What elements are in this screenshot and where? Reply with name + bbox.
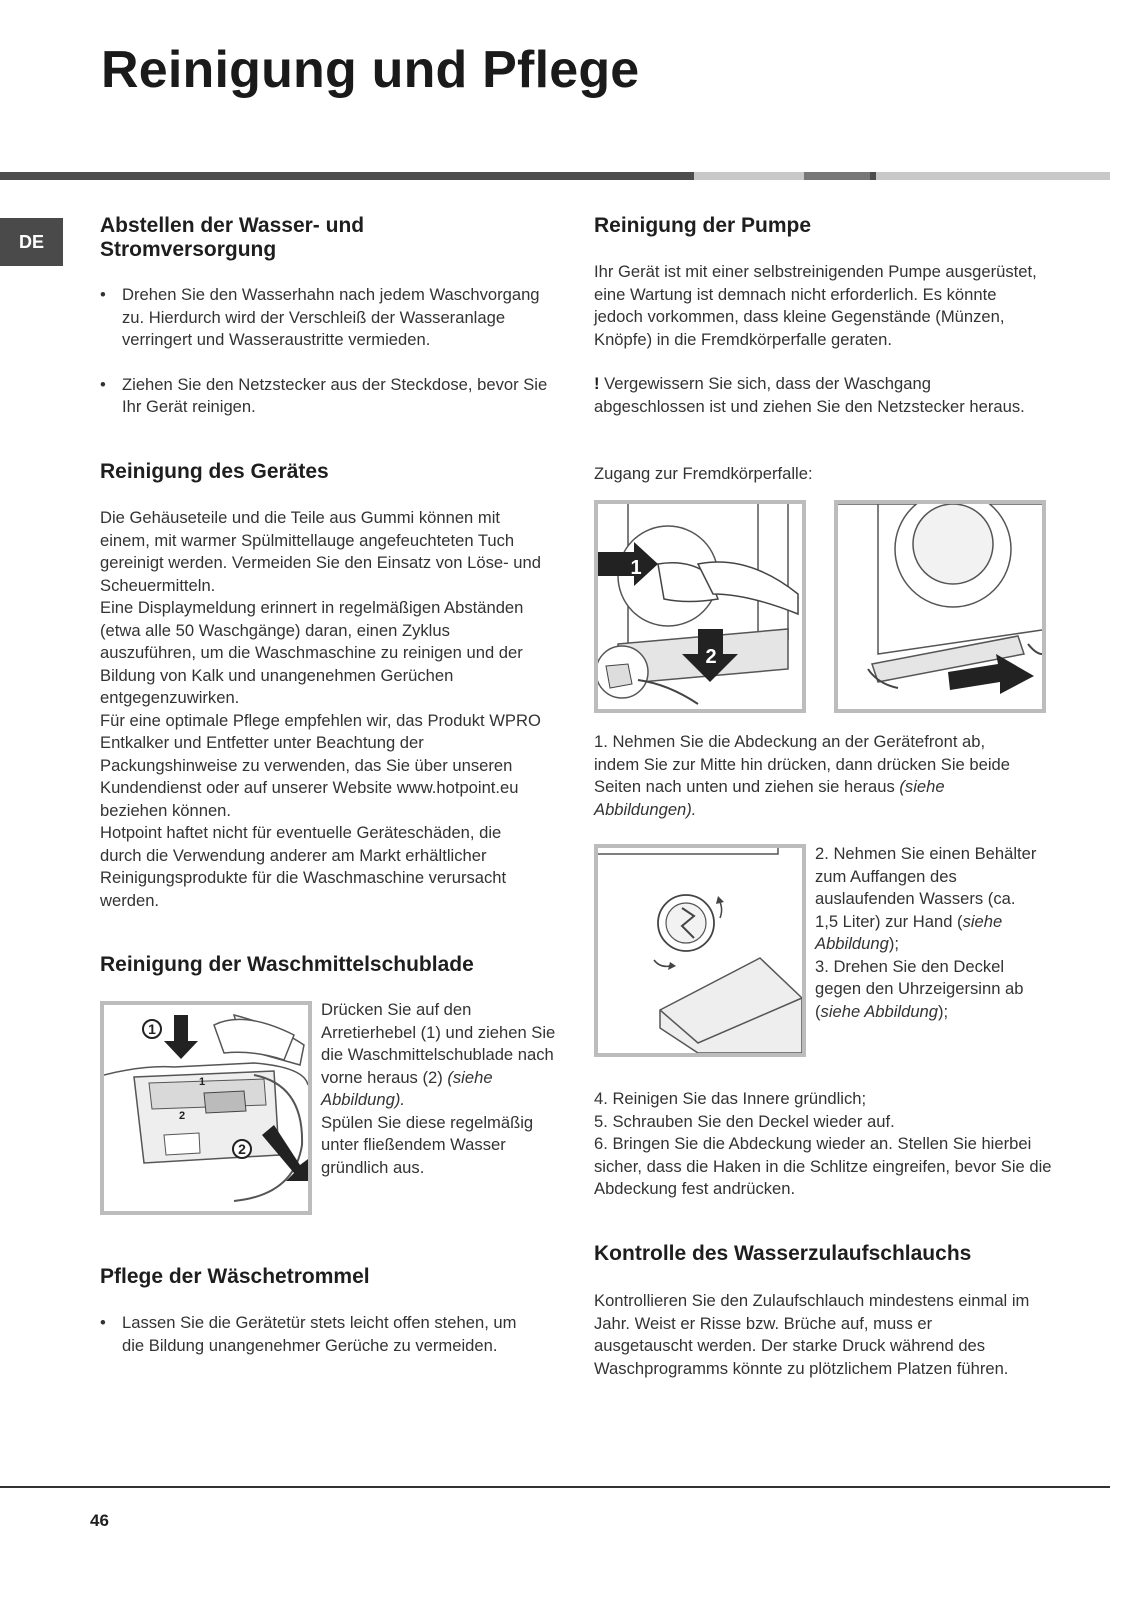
footer-rule bbox=[0, 1486, 1110, 1488]
pump-cover-illustration-1 bbox=[598, 504, 802, 709]
drawer-figure bbox=[100, 1001, 312, 1215]
fig-label-2: 2 bbox=[705, 646, 717, 668]
list-item: • Ziehen Sie den Netzstecker aus der Steckdose, bevor Sie Ihr Gerät reinigen. bbox=[100, 374, 558, 419]
fig-label-1: 1 bbox=[630, 557, 642, 579]
section-title-device-cleaning: Reinigung des Gerätes bbox=[100, 460, 329, 483]
drawer-text bbox=[321, 999, 557, 1179]
page-number: 46 bbox=[90, 1511, 109, 1530]
pump-step-2-em: siehe Abbildung bbox=[815, 911, 1003, 953]
pump-step-5: 5. Schrauben Sie den Deckel wieder auf. bbox=[594, 1111, 895, 1131]
pump-lid-figure bbox=[594, 844, 806, 1057]
hose-check-text: Kontrollieren Sie den Zulaufschlauch mindestens einmal im Jahr. Weist er Risse bzw. Brüche auf, muss er ausgetauscht werden. Der starke Druck während des Waschprogramms könnte zu plötzlichem Platzen führen. bbox=[594, 1291, 1030, 1378]
device-cleaning-text: Die Gehäuseteile und die Teile aus Gummi können mit einem, mit warmer Spülmittellauge angefeuchteten Tuch gereinigt werden. Vermeiden Sie den Einsatz von Löse- und Scheuermitteln. Eine Displaymeldung erinnert in regelmäßigen Abständen (etwa alle 50 Waschgänge) daran, einen Zyklus auszuführen, um die Waschmaschine zu reinigen und der Bildung von Kalk und unangenehmen Gerüchen entgegenzuwirken. Für eine optimale Pflege empfehlen wir, das Produkt WPRO Entkalker und Entfetter unter Beachtung der Packungshinweise zu verwenden, das Sie über unseren Kundendienst oder auf unserer Website www.hotpoint.eu beziehen können. Hotpoint haftet nicht für eventuelle Geräteschäden, die durch die Verwendung anderer am Markt erhältlicher Reinigungsprodukte für die Waschmaschine verursacht werden. bbox=[100, 508, 541, 910]
section-title-water-power: Abstellen der Wasser- und Stromversorgung bbox=[100, 214, 365, 261]
drawer-text-b: Spülen Sie diese regelmäßig unter fließendem Wasser gründlich aus. bbox=[321, 1112, 534, 1177]
pump-step-3-end: ); bbox=[938, 1001, 949, 1021]
warning-text: Vergewissern Sie sich, dass der Waschgang abgeschlossen ist und ziehen Sie den Netzstecker heraus. bbox=[594, 374, 1025, 416]
language-tab: DE bbox=[0, 218, 63, 266]
section-title-pump-cleaning: Reinigung der Pumpe bbox=[594, 214, 812, 237]
pump-steps-4-6 bbox=[594, 1088, 1056, 1201]
header-color-bar bbox=[0, 172, 1132, 180]
bullet-list-drum-care bbox=[100, 1312, 540, 1357]
drawer-illustration bbox=[104, 1005, 308, 1211]
section-title-detergent-drawer: Reinigung der Waschmittelschublade bbox=[100, 953, 474, 976]
pump-steps-2-3 bbox=[815, 843, 1043, 1023]
pump-step-1-text: 1. Nehmen Sie die Abdeckung an der Gerätefront ab, indem Sie zur Mitte hin drücken, dann drücken Sie beide Seiten nach unten und ziehen sie heraus bbox=[594, 732, 1011, 796]
pump-step-3-em: siehe Abbildung bbox=[820, 1001, 939, 1021]
drawer-text-a-em: (siehe Abbildung). bbox=[321, 1067, 493, 1109]
pump-step-1-em: (siehe Abbildungen). bbox=[594, 777, 945, 819]
section-title-hose-check: Kontrolle des Wasserzulaufschlauchs bbox=[594, 1242, 972, 1265]
fig-label-1: 1 bbox=[148, 1021, 156, 1037]
pump-cover-figure-2 bbox=[834, 500, 1046, 713]
warning-mark: ! bbox=[594, 374, 600, 393]
pump-step-4: 4. Reinigen Sie das Innere gründlich; bbox=[594, 1089, 867, 1108]
pump-step-2-text: 2. Nehmen Sie einen Behälter zum Auffangen des auslaufenden Wassers (ca. 1,5 Liter) zur Hand ( bbox=[815, 844, 1037, 931]
pump-step-1 bbox=[594, 731, 1014, 821]
fig-label-1-small: 1 bbox=[198, 1076, 206, 1088]
pump-warning-text bbox=[594, 373, 1044, 418]
pump-cover-illustration-2 bbox=[838, 504, 1042, 709]
pump-step-2-end: ); bbox=[888, 934, 899, 953]
list-item: • Drehen Sie den Wasserhahn nach jedem Waschvorgang zu. Hierdurch wird der Verschleiß der Wasseranlage verringert und Wasseraustritte vermieden. bbox=[100, 284, 558, 352]
pump-step-3-text: 3. Drehen Sie den Deckel gegen den Uhrzeigersinn ab ( bbox=[815, 956, 1024, 1021]
pump-intro-text: Ihr Gerät ist mit einer selbstreinigenden Pumpe ausgerüstet, eine Wartung ist demnach nicht erforderlich. Es könnte jedoch vorkommen, dass kleine Gegenstände (Münzen, Knöpfe) in die Fremdkörperfalle geraten. bbox=[594, 262, 1037, 349]
access-label: Zugang zur Fremdkörperfalle: bbox=[594, 464, 813, 483]
fig-label-2: 2 bbox=[238, 1141, 246, 1157]
section-title-drum-care: Pflege der Wäschetrommel bbox=[100, 1265, 370, 1288]
drawer-text-a: Drücken Sie auf den Arretierhebel (1) und ziehen Sie die Waschmittelschublade nach vorne heraus (2) bbox=[321, 1000, 556, 1087]
list-item: • Lassen Sie die Gerätetür stets leicht offen stehen, um die Bildung unangenehmer Gerüche zu vermeiden. bbox=[100, 1312, 540, 1357]
page-title: Reinigung und Pflege bbox=[101, 41, 640, 99]
fig-label-2-small: 2 bbox=[178, 1110, 186, 1122]
pump-cover-figure-1 bbox=[594, 500, 806, 713]
pump-lid-illustration bbox=[598, 848, 802, 1053]
bullet-list-water-power bbox=[100, 284, 558, 419]
pump-step-6: 6. Bringen Sie die Abdeckung wieder an. Stellen Sie hierbei sicher, dass die Haken in die Schlitze eingreifen, bevor Sie die Abdeckung fest andrücken. bbox=[594, 1134, 1052, 1198]
